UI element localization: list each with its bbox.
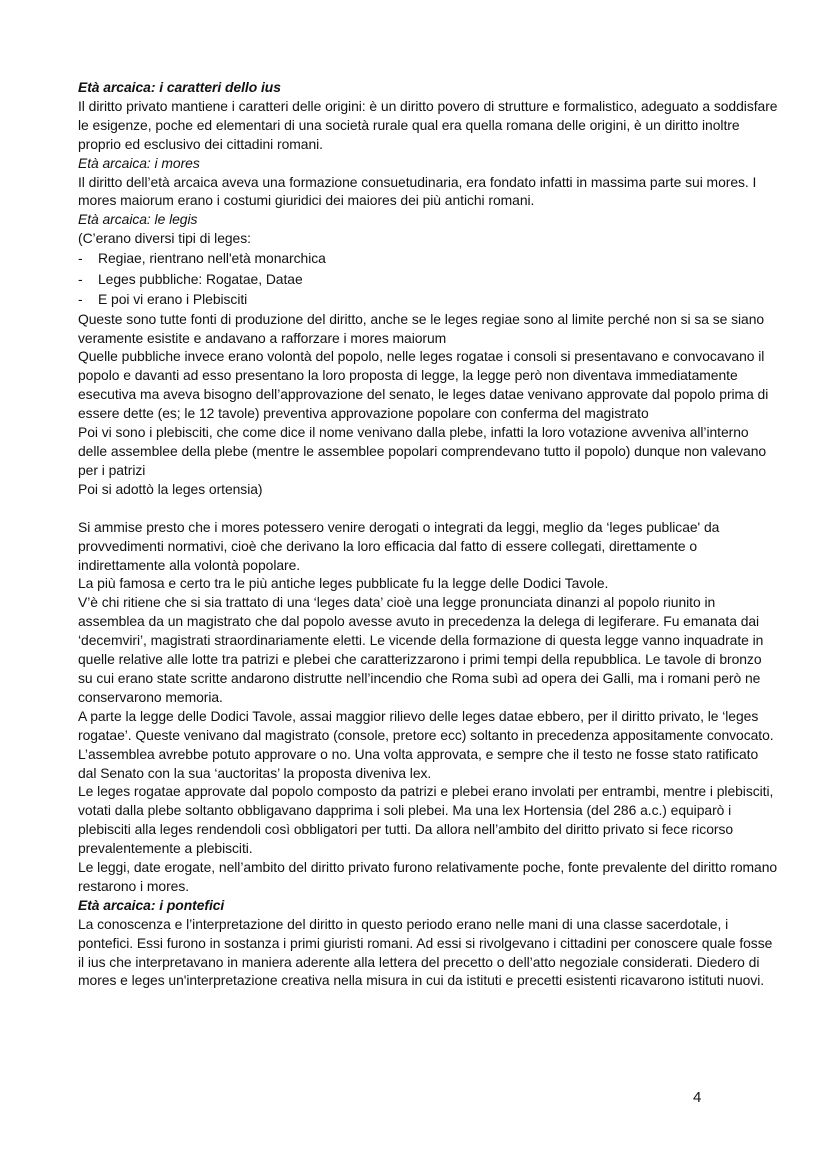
paragraph-plebisciti: Poi vi sono i plebisciti, che come dice il nome venivano dalla plebe, infatti la loro votazione avveniva all’interno delle assemblee della plebe (mentre le assemblee popolari comprendevano tutto il popolo) dunque non valevano per i patrizi <box>78 424 767 478</box>
leges-list <box>78 248 778 310</box>
paragraph-fonti: Queste sono tutte fonti di produzione del diritto, anche se le leges regiae sono al limite perché non si sa se siano veramente esistite e andavano a rafforzare i mores maiorum <box>78 310 765 346</box>
heading-legis: Età arcaica: le legis <box>78 211 198 228</box>
list-item: - Regiae, rientrano nell'età monarchica <box>78 248 778 269</box>
paragraph-leges-intro: (C’erano diversi tipi di leges: <box>78 230 251 247</box>
heading-caratteri-ius: Età arcaica: i caratteri dello ius <box>78 79 281 95</box>
heading-pontefici: Età arcaica: i pontefici <box>78 896 225 913</box>
heading-mores: Età arcaica: i mores <box>78 154 200 171</box>
page-number: 4 <box>693 1089 702 1106</box>
paragraph-pontefici: La conoscenza e l’interpretazione del diritto in questo periodo erano nelle mani di una classe sacerdotale, i pontefici. Essi furono in sostanza i primi giuristi romani. Ad essi si rivolgevano i cittadini per conoscere quale fosse il ius che interpretavano in maniera aderente alla lettera del precetto o dell’atto negoziale considerati. Diedero di mores e leges un'interpretazione creativa nella misura in cui da istituti e precetti esistenti ricavarono istituti nuovi. <box>78 915 773 989</box>
paragraph-mores: Il diritto dell’età arcaica aveva una formazione consuetudinaria, era fondato infatti in massima parte sui mores. I mores maiorum erano i costumi giuridici dei maiores dei più antichi romani. <box>78 173 757 209</box>
paragraph-pubbliche: Quelle pubbliche invece erano volontà del popolo, nelle leges rogatae i consoli si presentavano e convocavano il popolo e davanti ad esso presentano la loro proposta di legge, la legge però non diventava immediatamente esecutiva ma aveva bisogno dell’approvazione del senato, le leges datae venivano approvate dal popolo prima di essere dette (es; le 12 tavole) preventiva approvazione popolare con conferma del magistrato <box>78 348 769 422</box>
blank-line <box>78 499 778 518</box>
paragraph-rogatae: Le leges rogatae approvate dal popolo composto da patrizi e plebei erano involati per entrambi, mentre i plebisciti, votati dalla plebe soltanto obbligavano dapprima i soli plebei. Ma una lex Hortensia (del 286 a.c.) equiparò i plebisciti alla leges rendendoli così obbligatori per tutti. Da allora nell’ambito del diritto privato si fece ricorso prevalentemente a plebisciti. <box>78 783 774 857</box>
list-item: - E poi vi erano i Plebisciti <box>78 289 778 310</box>
paragraph-ritiene: V’è chi ritiene che si sia trattato di una ‘leges data’ cioè una legge pronunciata dinanzi al popolo riunito in assemblea da un magistrato che dal popolo avesse avuto in precedenza la delega di legiferare. Fu emanata dai ‘decemviri’, magistrati straordinariamente eletti. Le vicende della formazione di questa legge vanno inquadrate in quelle relative alle lotte tra patrizi e plebei che caratterizzarono i primi tempi della repubblica. Le tavole di bronzo su cui erano state scritte andarono distrutte nell’incendio che Roma subì ad opera dei Galli, ma i romani però ne conservarono memoria. <box>78 594 764 705</box>
paragraph-famosa: La più famosa e certo tra le più antiche leges pubblicate fu la legge delle Dodici Tavole. <box>78 575 609 592</box>
document-page <box>78 78 778 990</box>
paragraph-diritto-privato: Il diritto privato mantiene i caratteri delle origini: è un diritto povero di strutture e formalistico, adeguato a soddisfare le esigenze, poche ed elementari di una società rurale qual era quella romana delle origini, è un diritto inoltre proprio ed esclusivo dei cittadini romani. <box>78 97 778 152</box>
paragraph-a-parte: A parte la legge delle Dodici Tavole, assai maggior rilievo delle leges datae ebbero, per il diritto privato, le ‘leges rogatae’. Queste venivano dal magistrato (console, pretore ecc) soltanto in precedenza appositamente convocato. L’assemblea avrebbe potuto approvare o no. Una volta approvata, e sempre che il testo ne fosse stato ratificato dal Senato con la sua ‘auctoritas’ la proposta diveniva lex. <box>78 707 774 781</box>
paragraph-ammise: Si ammise presto che i mores potessero venire derogati o integrati da leggi, meglio da ‘leges publicae' da provvedimenti normativi, cioè che derivano la loro efficacia dal fatto di essere collegati, direttamente o indirettamente alla volontà popolare. <box>78 518 720 573</box>
paragraph-ortensia: Poi si adottò la leges ortensia) <box>78 480 263 497</box>
paragraph-leggi: Le leggi, date erogate, nell’ambito del diritto privato furono relativamente poche, fonte prevalente del diritto romano restarono i mores. <box>78 859 778 894</box>
list-item: - Leges pubbliche: Rogatae, Datae <box>78 269 778 290</box>
